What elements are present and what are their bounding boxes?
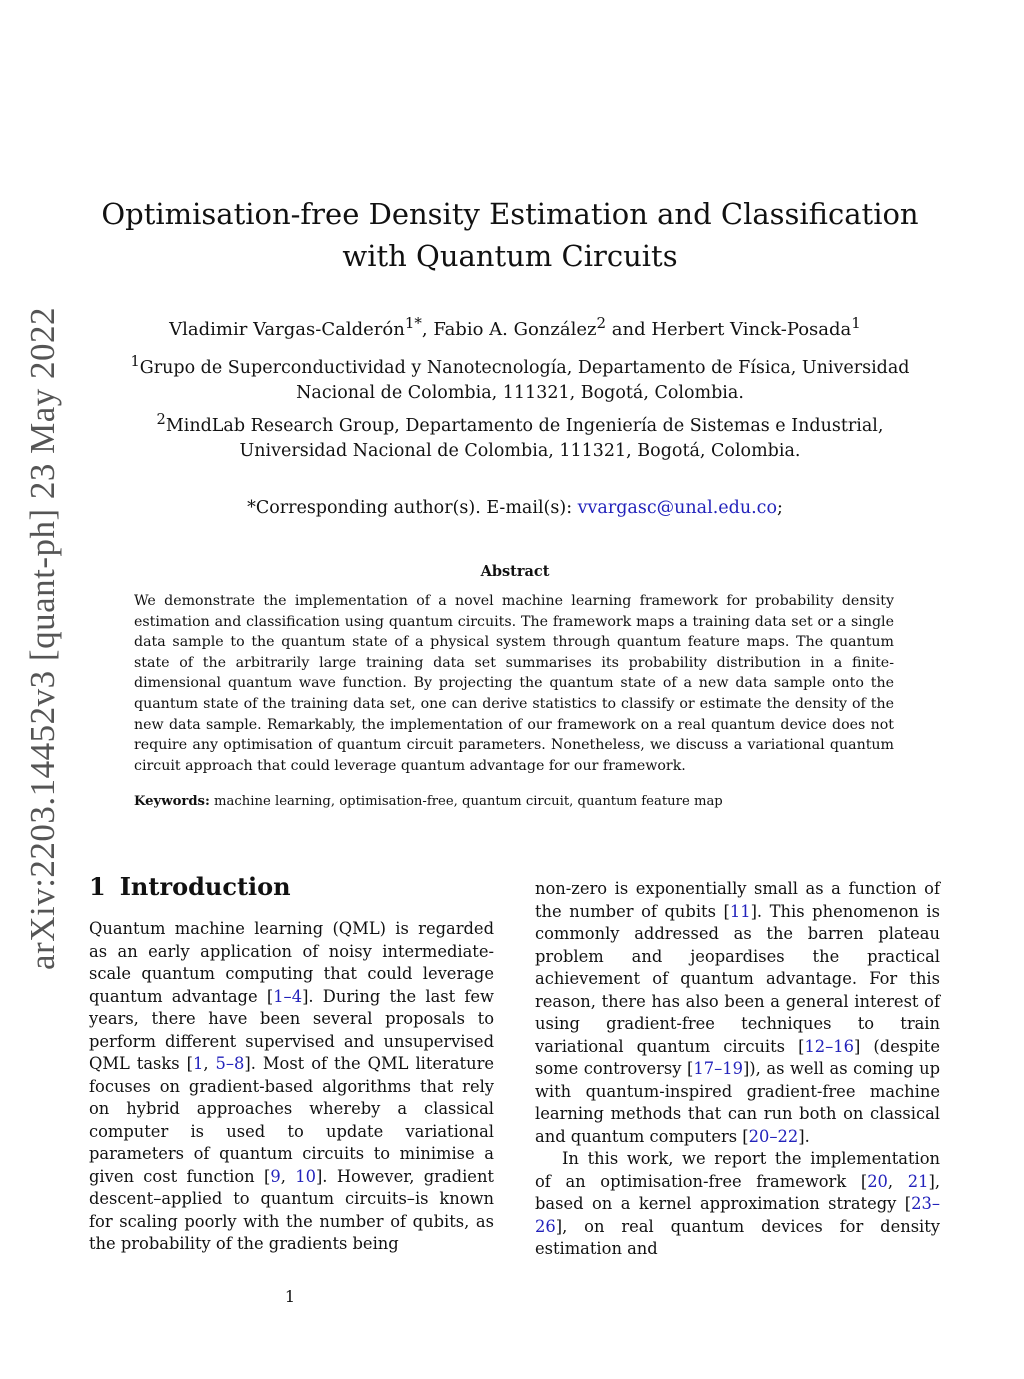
left-column: [89, 918, 494, 1256]
author-affiliation-mark: 1: [851, 314, 861, 332]
section-title: Introduction: [119, 872, 291, 901]
affiliation: [110, 349, 930, 407]
affiliation-text: MindLab Research Group, Departamento de Ingeniería de Sistemas e Industrial, Universidad Nacional de Colombia, 111321, Bogotá, Colombia.: [165, 415, 884, 462]
affiliation-text: Grupo de Superconductividad y Nanotecnología, Departamento de Física, Universidad Nacional de Colombia, 111321, Bogotá, Colombia.: [139, 357, 910, 404]
citation-link[interactable]: 21: [907, 1171, 929, 1191]
citation-link[interactable]: 1–4: [273, 986, 303, 1006]
author-name: Fabio A. González: [433, 319, 597, 340]
citation-link[interactable]: 11: [729, 901, 751, 921]
citation-link[interactable]: 20: [867, 1171, 888, 1191]
text-run: ]. Most of the QML literature focuses on gradient-based algorithms that rely on hybrid approaches whereby a classical computer is used to update variational parameters of quantum circuits to minimise a given cost function [: [89, 1054, 494, 1186]
paper-title: Optimisation-free Density Estimation and Classification with Quantum Circuits: [101, 197, 919, 273]
keywords-text: machine learning, optimisation-free, quantum circuit, quantum feature map: [214, 794, 723, 809]
text-run: ].: [798, 1126, 810, 1146]
author-name: Vladimir Vargas-Calderón: [169, 319, 405, 340]
arxiv-sidebar-stamp: arXiv:2203.14452v3 [quant-ph] 23 May 2022: [23, 306, 62, 970]
paragraph: [535, 878, 940, 1148]
author-separator: and: [606, 319, 652, 340]
text-run: In this work, we report the implementation of an optimisation-free framework [: [535, 1149, 940, 1191]
keywords-label: Keywords:: [134, 794, 210, 809]
text-run: ,: [280, 1166, 296, 1186]
author-affiliation-mark: 1*: [404, 314, 422, 332]
text-run: ], based on a kernel approximation strategy [: [535, 1171, 940, 1213]
right-column: [535, 878, 940, 1261]
citation-link[interactable]: 10: [295, 1166, 316, 1186]
corresponding-tail: ;: [777, 498, 783, 518]
author-affiliation-mark: 2: [596, 314, 607, 332]
affiliation-mark: 1: [130, 353, 140, 370]
text-run: ]. This phenomenon is commonly addressed as the barren plateau problem and jeopardises the practical achievement of quantum advantage. For this reason, there has also been a general interest of using gradient-free techniques to train variational quantum circuits [: [535, 901, 940, 1056]
author-separator: ,: [421, 319, 434, 340]
text-run: ]. During the last few years, there have been several proposals to perform different supervised and unsupervised QML tasks [: [89, 986, 494, 1073]
citation-link[interactable]: 1: [192, 1054, 204, 1073]
corresponding-label: *Corresponding author(s). E-mail(s):: [247, 498, 578, 518]
citation-link[interactable]: 17–19: [693, 1059, 743, 1078]
paragraph: [535, 1148, 940, 1261]
text-run: ]. However, gradient descent–applied to quantum circuits–is known for scaling poorly with the number of qubits, as the probability of the gradients being: [89, 1166, 494, 1253]
text-run: ] (despite some controversy [: [535, 1036, 940, 1078]
citation-link[interactable]: 5–8: [215, 1054, 245, 1073]
citation-link[interactable]: 12–16: [804, 1036, 855, 1056]
citation-link[interactable]: 20–22: [748, 1126, 799, 1146]
text-run: non-zero is exponentially small as a function of the number of qubits [: [535, 879, 940, 921]
email-link[interactable]: vvargasc@unal.edu.co: [577, 498, 778, 518]
keywords: [134, 792, 894, 812]
section-number: 1: [89, 872, 106, 901]
abstract-body: We demonstrate the implementation of a novel machine learning framework for probability density estimation and classification using quantum circuits. The framework maps a training data set or a single data sample to the quantum state of a physical system through quantum feature maps. The quantum state of the arbitrarily large training data set summarises its probability distribution in a finite-dimensional quantum wave function. By projecting the quantum state of a new data sample onto the quantum state of the training data set, one can derive statistics to classify or estimate the density of the new data sample. Remarkably, the implementation of our framework on a real quantum device does not require any optimisation of quantum circuit parameters. Nonetheless, we discuss a variational quantum circuit approach that could leverage quantum advantage for our framework.: [134, 593, 894, 774]
affiliation: [110, 407, 930, 465]
corresponding-author: [100, 495, 930, 521]
citation-link[interactable]: 23–26: [535, 1194, 940, 1236]
author-name: Herbert Vinck-Posada: [651, 319, 852, 340]
citation-link[interactable]: 9: [270, 1166, 281, 1186]
text-run: Quantum machine learning (QML) is regarded as an early application of noisy intermediate-scale quantum computing that could leverage quantum advantage [: [89, 919, 494, 1006]
page-number: 1: [284, 1287, 296, 1306]
text-run: ,: [887, 1171, 908, 1191]
section-heading: [89, 870, 509, 904]
text-run: ], on real quantum devices for density estimation and: [535, 1216, 940, 1258]
abstract-heading: Abstract: [480, 563, 550, 580]
text-run: ,: [203, 1054, 216, 1073]
text-run: ]), as well as coming up with quantum-inspired gradient-free machine learning methods that can run both on classical and quantum computers [: [535, 1059, 941, 1146]
affiliation-mark: 2: [156, 410, 166, 428]
author-list: [100, 310, 930, 343]
affiliation-list: [110, 349, 930, 465]
paragraph: [89, 918, 494, 1256]
